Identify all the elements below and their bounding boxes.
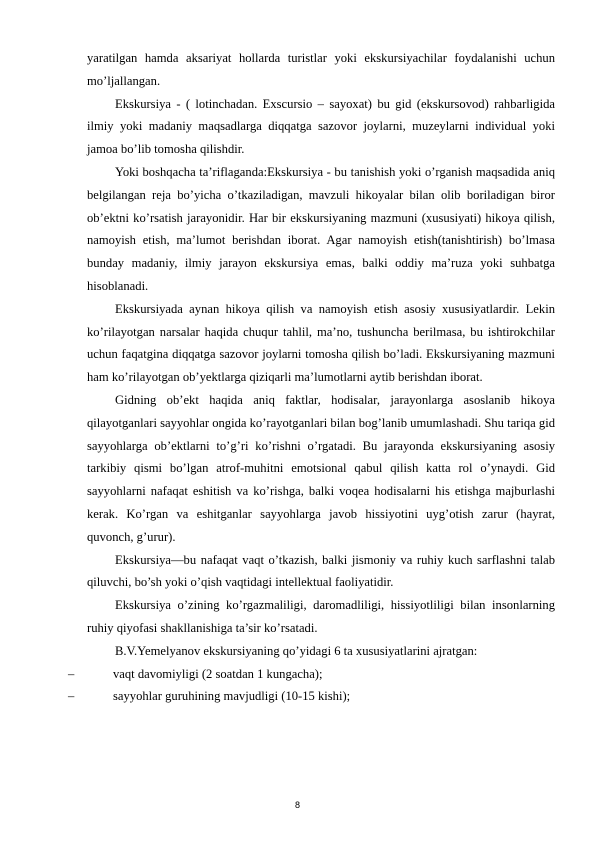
features-list [68,663,555,709]
list-item-text: sayyohlar guruhining mavjudligi (10-15 kishi); [113,689,351,704]
paragraph-ekskursiya-definition: Ekskursiya - ( lotinchadan. Exscursio – sayoxat) bu gid (ekskursovod) rahbarligida ilmiy yoki madaniy maqsadlarga diqqatga sazovor joylarni, muzeylarni individual yoki jamoa bo’lib tomosha qilishdir. [87,96,555,157]
list-item [68,685,555,708]
paragraph-continuation: yaratilgan hamda aksariyat hollarda turistlar yoki ekskursiyachilar foydalanishi uchun mo’ljallangan. [87,51,555,88]
paragraph-alternative-definition: Yoki boshqacha ta’riflaganda:Ekskursiya - bu tanishish yoki o’rganish maqsadida aniq belgilangan reja bo’yicha o’tkaziladigan, mavzuli hikoyalar bilan olib boriladigan biror ob’ektni ko’rsatish jarayonidir. Har bir ekskursiyaning mazmuni (xususiyati) hikoya qilish, namoyish etish, ma’lumot berishdan iborat. Agar namoyish etish(tanishtirish) bo’lmasa bunday madaniy, ilmiy jarayon ekskursiya emas, balki oddiy ma’ruza yoki suhbatga hisoblanadi. [87,164,555,293]
page-content [68,47,555,708]
paragraph-main-features: Ekskursiyada aynan hikoya qilish va namoyish etish asosiy xususiyatlardir. Lekin ko’rilayotgan narsalar haqida chuqur tahlil, ma’no, tushuncha berilmasa, bu ishtirokchilar uchun faqatgina diqqatga sazovor joylarni tomosha qilish bo’ladi. Ekskursiyaning mazmuni ham ko’rilayotgan ob’yektlarga qiziqarli ma’lumotlarni aytib berishdan iborat. [87,301,555,385]
page-number: 8 [294,800,300,810]
paragraph-list-intro: B.V.Yemelyanov ekskursiyaning qo’yidagi 6 ta xususiyatlarini ajratgan: [115,643,478,658]
list-item [68,663,555,686]
paragraph-influence: Ekskursiya o’zining ko’rgazmaliligi, daromadliligi, hissiyotliligi bilan insonlarning ruhiy qiyofasi shakllanishiga ta’sir ko’rsatadi. [87,598,555,635]
paragraph-intellectual-activity: Ekskursiya—bu nafaqat vaqt o’tkazish, balki jismoniy va ruhiy kuch sarflashni talab qiluvchi, bo’sh yoki o’qish vaqtidagi intellektual faoliyatidir. [87,552,555,590]
dash-bullet-icon: – [68,689,75,704]
dash-bullet-icon: – [68,666,75,681]
list-item-text: vaqt davomiyligi (2 soatdan 1 kungacha); [113,666,323,681]
paragraph-guide-role: Gidning ob’ekt haqida aniq faktlar, hodisalar, jarayonlarga asoslanib hikoya qilayotganlari sayyohlar ongida ko’rayotganlari bilan bog’lanib umumlashadi. Shu tariqa gid sayyohlarga ob’ektlarni to’g’ri ko’rishni o’rgatadi. Bu jarayonda ekskursiyaning asosiy tarkibiy qismi bo’lgan atrof-muhitni emotsional qabul qilish katta rol o’ynaydi. Gid sayyohlarni nafaqat eshitish va ko’rishga, balki voqea hodisalarni his etishga majburlashi kerak. Ko’rgan va eshitganlar sayyohlarga javob hissiyotini uyg’otish zarur (hayrat, quvonch, g’urur). [87,392,555,544]
